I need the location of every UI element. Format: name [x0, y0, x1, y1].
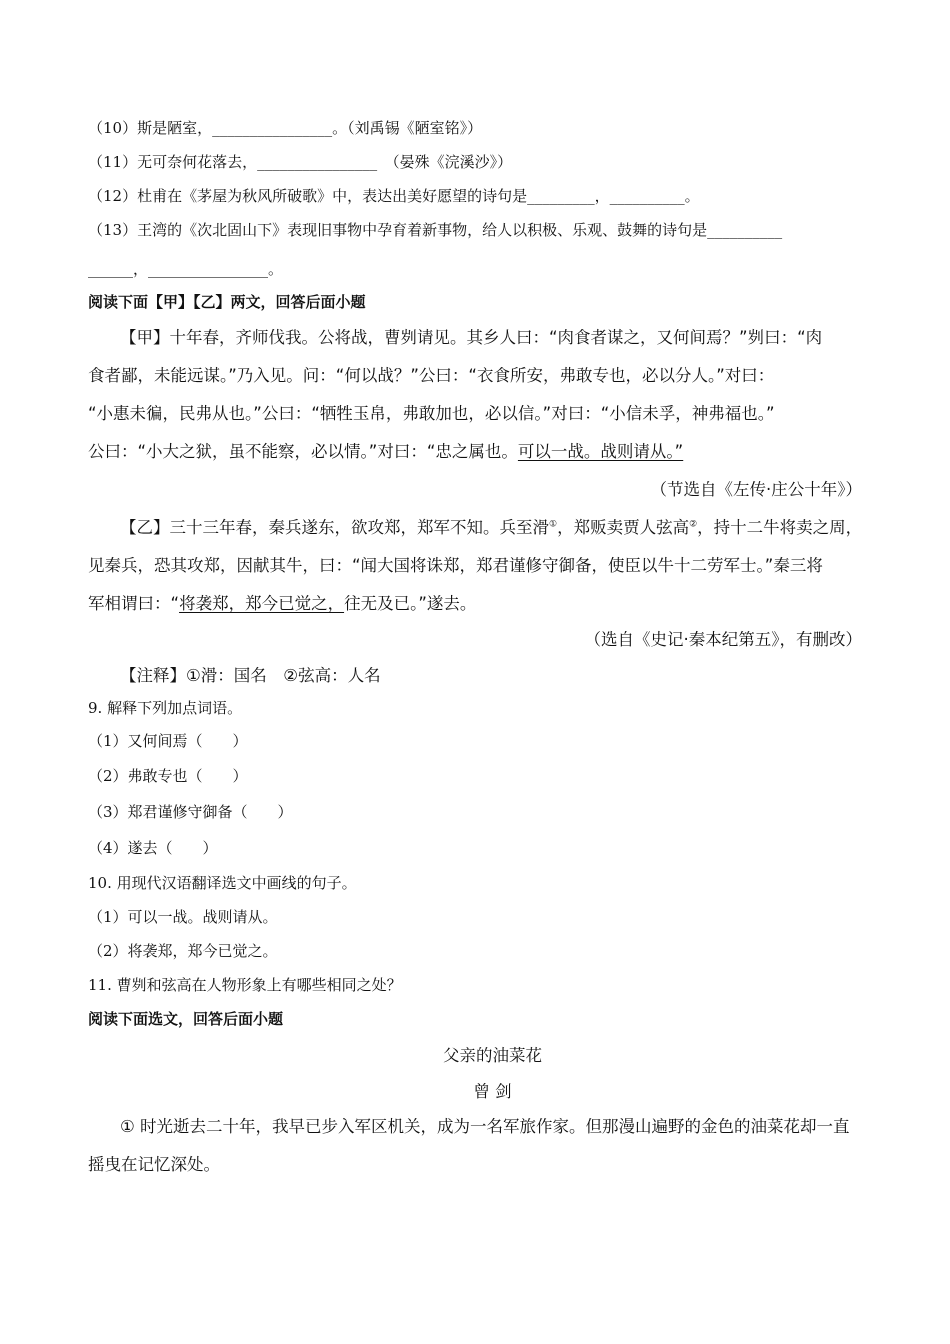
passage-jia-line: “小惠未徧，民弗从也。”公曰：“牺牲玉帛，弗敢加也，必以信。”对曰：“小信未孚，神弗福也。” — [88, 404, 775, 423]
article-title: 父亲的油菜花 — [443, 1046, 542, 1065]
article-paragraph-line: 摇曳在记忆深处。 — [88, 1155, 220, 1174]
source-citation: （选自《史记·秦本纪第五》，有删改） — [584, 630, 862, 649]
question-10-item: （1）可以一战。战则请从。 — [88, 908, 278, 926]
question-9-item: （4）遂去（ ） — [88, 839, 218, 857]
question-10-stem: 10. 用现代汉语翻译选文中画线的句子。 — [88, 874, 357, 892]
passage-yi-line: 见秦兵，恐其攻郑，因献其牛，曰：“闻大国将诛郑，郑君谨修守御备，使臣以牛十二劳军士。”秦三将 — [88, 556, 823, 575]
passage-yi-text: ，郑贩卖贾人弦高 — [557, 518, 690, 537]
section-heading: 阅读下面【甲】【乙】两文，回答后面小题 — [88, 293, 366, 311]
fill-blank-11: （11）无可奈何花落去，________________ （晏殊《浣溪沙》） — [88, 153, 513, 171]
passage-jia-text: 公曰：“小大之狱，虽不能察，必以情。”对曰：“忠之属也。 — [88, 442, 518, 461]
passage-yi-text: 军相谓曰：“ — [88, 594, 180, 613]
passage-yi-line — [88, 590, 476, 614]
footnote-marker: ② — [689, 519, 698, 530]
article-paragraph-line: ① 时光逝去二十年，我早已步入军区机关，成为一名军旅作家。但那漫山遍野的金色的油菜花却一直 — [120, 1117, 850, 1136]
question-9-item: （1）又何间焉（ ） — [88, 732, 248, 750]
question-9-stem: 9. 解释下列加点词语。 — [88, 699, 243, 717]
question-11-stem: 11. 曹刿和弦高在人物形象上有哪些相同之处？ — [88, 976, 402, 994]
underlined-sentence: 将袭郑，郑今已觉之， — [179, 594, 345, 613]
source-citation: （节选自《左传·庄公十年》） — [650, 480, 862, 499]
fill-blank-12: （12）杜甫在《茅屋为秋风所破歌》中，表达出美好愿望的诗句是_________，__________。 — [88, 187, 700, 205]
passage-jia-line: 【甲】十年春，齐师伐我。公将战，曹刿请见。其乡人曰：“肉食者谋之，又何间焉？”刿曰：“肉 — [120, 328, 823, 347]
section-heading: 阅读下面选文，回答后面小题 — [88, 1010, 284, 1028]
fill-blank-13-cont: ______，________________。 — [88, 260, 284, 278]
question-10-item: （2）将袭郑，郑今已觉之。 — [88, 942, 278, 960]
article-author: 曾 剑 — [473, 1082, 512, 1101]
question-9-item: （2）弗敢专也（ ） — [88, 767, 248, 785]
passage-yi-line — [120, 514, 862, 538]
fill-blank-13: （13）王湾的《次北固山下》表现旧事物中孕育着新事物，给人以积极、乐观、鼓舞的诗句是__________ — [88, 221, 783, 239]
underlined-sentence: 可以一战。战则请从。” — [517, 442, 684, 461]
annotation: 【注释】①滑：国名 ②弦高：人名 — [120, 666, 381, 685]
passage-jia-line: 食者鄙，未能远谋。”乃入见。问：“何以战？”公曰：“衣食所安，弗敢专也，必以分人。”对曰： — [88, 366, 775, 385]
passage-yi-text: ，持十二牛将卖之周， — [697, 518, 863, 537]
footnote-marker: ① — [549, 519, 558, 530]
fill-blank-10: （10）斯是陋室，________________。（刘禹锡《陋室铭》） — [88, 119, 483, 137]
passage-yi-text: 往无及已。”遂去。 — [344, 594, 477, 613]
passage-yi-text: 【乙】三十三年春，秦兵遂东，欲攻郑，郑军不知。兵至滑 — [120, 518, 549, 537]
question-9-item: （3）郑君谨修守御备（ ） — [88, 803, 293, 821]
passage-jia-line — [88, 438, 683, 462]
